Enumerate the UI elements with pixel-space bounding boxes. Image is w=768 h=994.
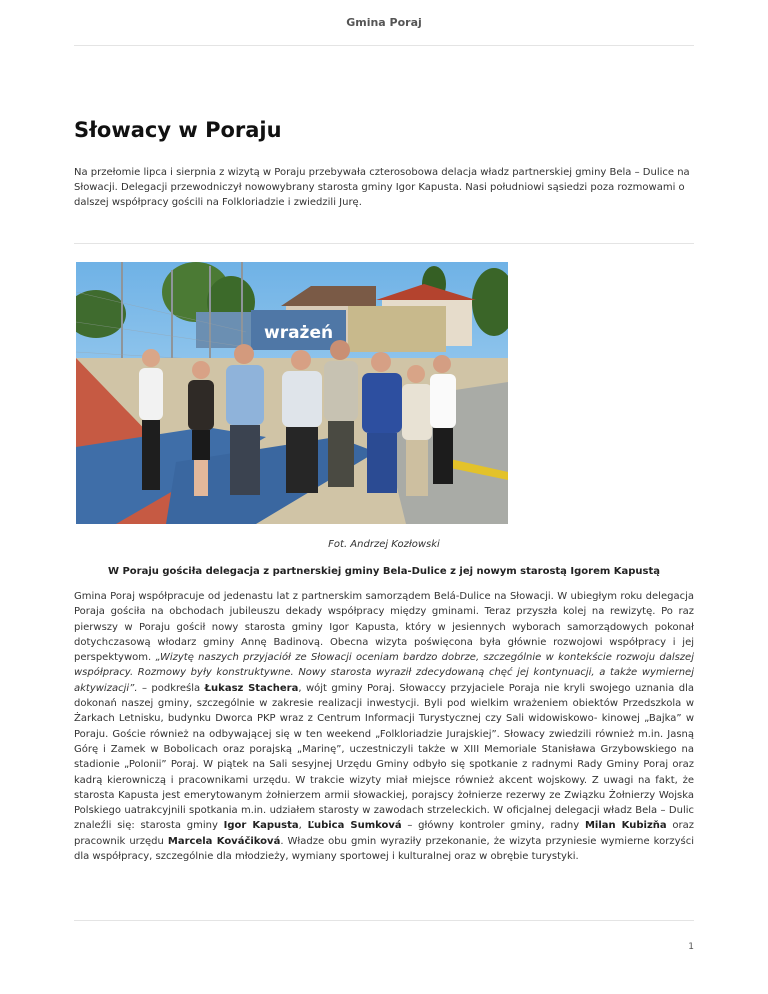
article-body — [74, 589, 694, 864]
group-photo — [76, 262, 508, 524]
header-divider — [74, 45, 694, 46]
banner-text: wrażeń — [264, 323, 334, 343]
body-text-part: – główny kontroler gminy, radny — [401, 820, 585, 832]
body-text-part: , — [298, 820, 308, 832]
footer-divider — [74, 920, 694, 921]
article-subheading: W Poraju gościła delegacja z partnerskiej gminy Bela-Dulice z jej nowym starostą Igorem Kapustą — [107, 566, 661, 577]
body-text-part: Gmina Poraj współpracuje od jedenastu lat z partnerskim samorządem Belá-Dulice na Słowacji. W ubiegłym roku delegacja Poraja gościła na obchodach jubileuszu dekady współpracy między gminami. Teraz przyszła kolej na rewizytę. Po raz pierwszy w Poraju gościł nowy starosta gminy Igor Kapusta, który w jesiennych wyborach samorządowych pokonał dotychczasową włodarz gminy Annę Badinovą. Obecna wizyta poświęcona była głównie rozwojowi współpracy i jej perspektywom. — [74, 591, 694, 664]
article-lead: Na przełomie lipca i sierpnia z wizytą w Poraju przebywała czterosobowa delacja władz partnerskiej gminy Bela – Dulice na Słowacji. Delegacji przewodniczył nowowybrany starosta gminy Igor Kapusta. Nasi południowi sąsiedzi poza rozmowami o dalszej współpracy gościli na Folkloriadzie i zwiedzili Jurę. — [74, 167, 690, 208]
person-name: Marcela Kováčiková — [167, 835, 281, 847]
running-header: Gmina Poraj — [346, 16, 422, 29]
article-title: Słowacy w Poraju — [74, 118, 282, 142]
person-name: Ľubica Sumková — [307, 820, 402, 832]
body-text-part: . Władze obu gmin wyraziły przekonanie, że wizyta przyniesie wymierne korzyści dla współpracy, szczególnie dla młodzieży, wymiany sportowej i kulturalnej oraz w obrębie turystyki. — [74, 835, 694, 863]
photo-caption: Fot. Andrzej Kozłowski — [328, 539, 440, 550]
lead-divider — [74, 243, 694, 244]
person-name: Igor Kapusta — [223, 820, 299, 832]
body-text-part: oraz pracownik urzędu — [74, 820, 695, 847]
page-number: 1 — [688, 942, 694, 952]
quote-stachera: „Wizytę naszych przyjaciół ze Słowacji oceniam bardzo dobrze, szczególnie w kontekście rozwoju dalszej współpracy. Rozmowy były konstruktywne. Nowy starosta wyraził zdecydowaną chęć jej kontynuacji, a także wymiernej aktywizacji”. — [74, 652, 694, 694]
body-text-part: – podkreśla — [137, 682, 205, 694]
person-name: Milan Kubizňa — [584, 820, 667, 832]
person-name: Łukasz Stachera — [204, 682, 299, 694]
body-text-part: , wójt gminy Poraj. Słowaccy przyjaciele Poraja nie kryli swojego uznania dla dokonań naszej gminy, szczególnie w zakresie realizacji inwestycji. Byli pod wielkim wrażeniem obiektów Przedszkola w Żarkach Letnisku, budynku Dworca PKP wraz z Centrum Informacji Turystycznej czy Sali widowiskowo- kinowej „Bajka” w Poraju. Goście również na odbywającej się w ten weekend „Folkloriadzie Jurajskiej”. Słowacy zwiedzili również m.in. Jasną Górę i Zamek w Bobolicach oraz porajską „Marinę”, uczestniczyli także w XIII Memoriale Stanisława Grzybowskiego na stadionie „Polonii” Poraj. W piątek na Sali sesyjnej Urzędu Gminy odbyło się spotkanie z radnymi Rady Gminy Poraj oraz kadrą kierowniczą i pracownikami urzędu. W trakcie wizyty miał miejsce również akcent wojskowy. Z uwagi na fakt, że starosta Kapusta jest emerytowanym żołnierzem armii słowackiej, porajscy żołnierze rezerwy ze Związku Żołnierzy Wojska Polskiego uatrakcyjnili spotkania m.in. udziałem starosty w zawodach strzeleckich. W oficjalnej delegacji władz Bela – Dulic znaleźli się: starosta gminy — [74, 682, 694, 832]
